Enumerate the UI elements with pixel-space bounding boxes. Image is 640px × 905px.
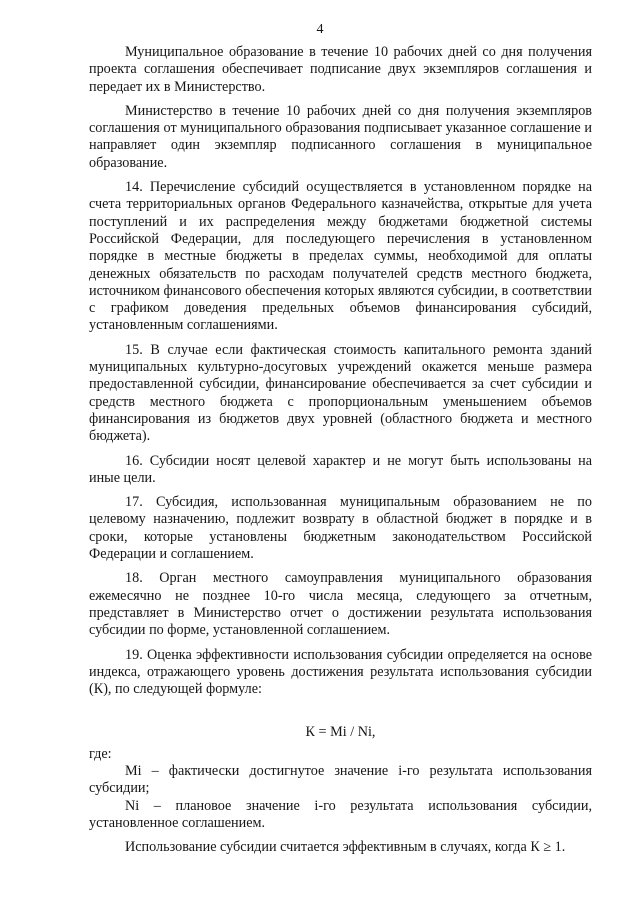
definition-mi: Mi – фактически достигнутое значение i-го результата использования субсидии; <box>89 762 592 797</box>
paragraph-14-transfer: 14. Перечисление субсидий осуществляется в установленном порядке на счета территориальных органов Федерального казначейства, открытые для учета поступлений и их распределения между бюджетами бюджетной системы Российской Федерации, для последующего перечисления в установленном порядке в местные бюджеты в пределах суммы, необходимой для оплаты денежных обязательств по расходам получателей средств местного бюджета, источником финансового обеспечения которых являются субсидии, в соответствии с графиком доведения предельных объемов финансирования субсидий, установленным соглашениями. <box>89 179 592 334</box>
paragraph-effectiveness: Использование субсидии считается эффективным в случаях, когда К ≥ 1. <box>125 839 566 856</box>
paragraph-19-evaluation: 19. Оценка эффективности использования субсидии определяется на основе индекса, отражающего уровень достижения результата использования субсидии (К), по следующей формуле: <box>89 646 592 698</box>
page-number: 4 <box>316 22 324 37</box>
paragraph-15-cost-reduction: 15. В случае если фактическая стоимость капитального ремонта зданий муниципальных культурно-досуговых учреждений окажется меньше размера предоставленной субсидии, финансирование обеспечивается за счет субсидии и средств местного бюджета с пропорциональным уменьшением объемов финансирования из бюджетов двух уровней (областного бюджета и местного бюджета). <box>89 341 592 445</box>
formula: К = Mi / Ni, <box>305 724 376 741</box>
document-body <box>89 44 592 856</box>
paragraph-17-misuse: 17. Субсидия, использованная муниципальным образованием не по целевому назначению, подлежит возврату в областной бюджет в порядке и в сроки, которые установлены бюджетным законодательством Российской Федерации и соглашением. <box>89 494 592 563</box>
paragraph-18-report: 18. Орган местного самоуправления муниципального образования ежемесячно не позднее 10-го числа месяца, следующего за отчетным, представляет в Министерство отчет о достижении результата использования субсидии по форме, установленной соглашением. <box>89 570 592 639</box>
definition-ni: Ni – плановое значение i-го результата использования субсидии, установленное соглашением. <box>89 797 592 831</box>
where-label: где: <box>89 745 112 762</box>
paragraph-agreement-signing: Муниципальное образование в течение 10 рабочих дней со дня получения проекта соглашения обеспечивает подписание двух экземпляров соглашения и передает их в Министерство. <box>89 44 592 95</box>
paragraph-ministry-signing: Министерство в течение 10 рабочих дней со дня получения экземпляров соглашения от муниципального образования подписывает указанное соглашение и направляет один экземпляр подписанного соглашения в муниципальное образование. <box>89 102 592 171</box>
paragraph-16-purpose: 16. Субсидии носят целевой характер и не могут быть использованы на иные цели. <box>89 452 592 486</box>
